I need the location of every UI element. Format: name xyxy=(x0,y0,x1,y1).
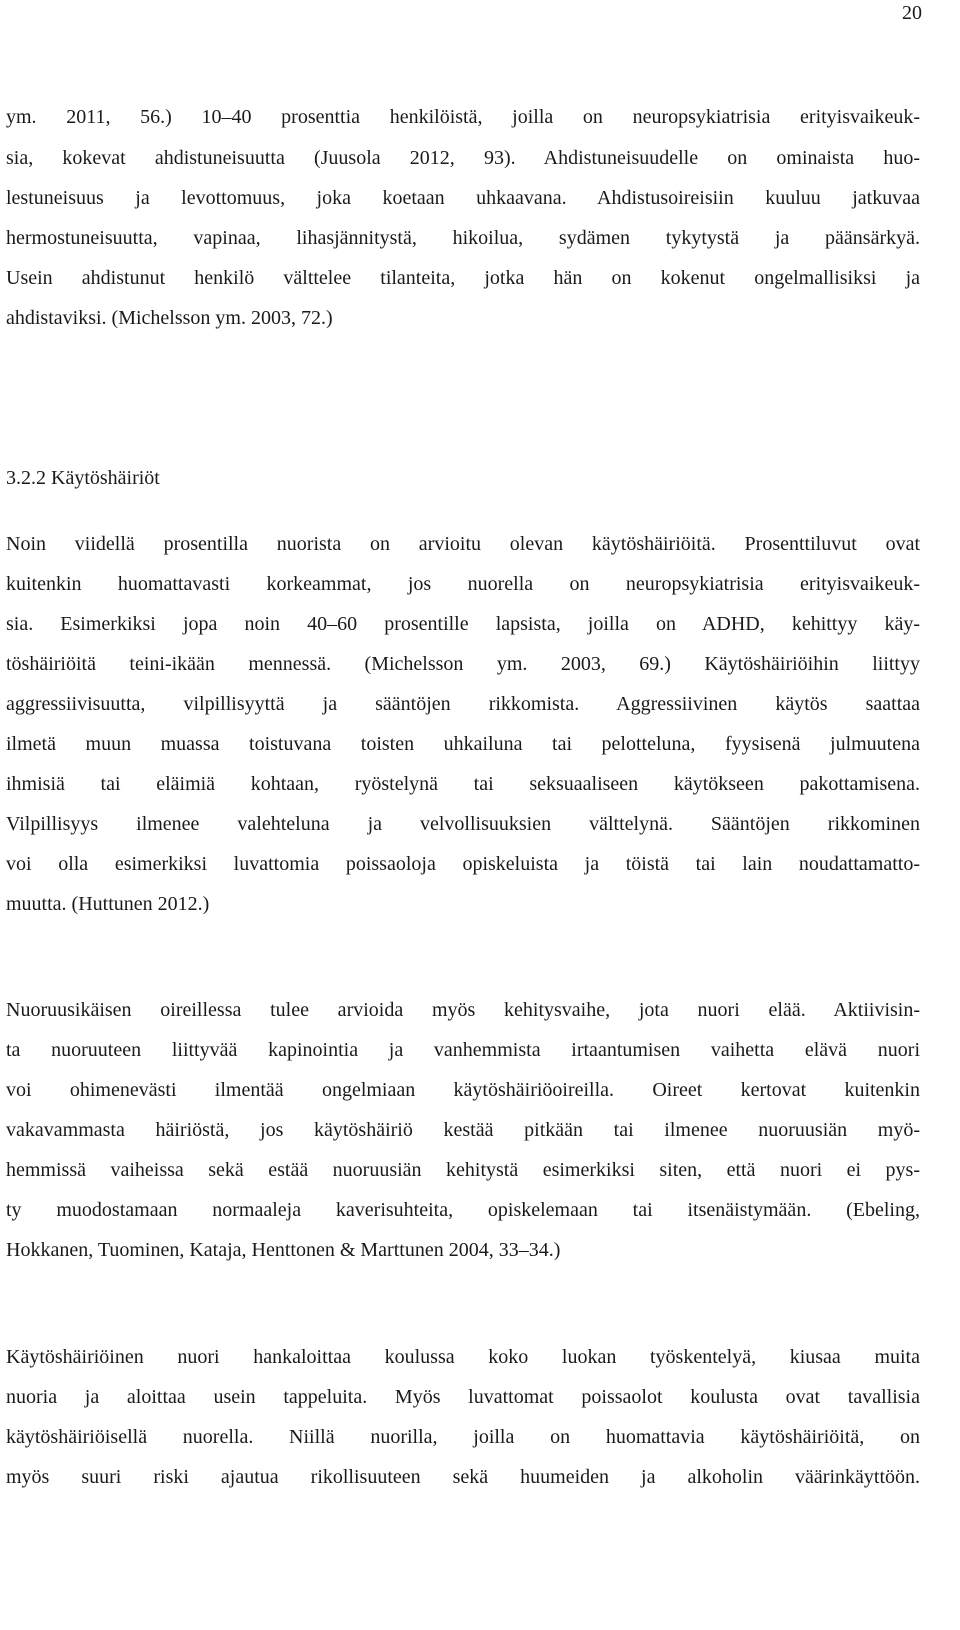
text-line: hermostuneisuutta, vapinaa, lihasjännitystä, hikoilua, sydämen tykytystä ja päänsärkyä. xyxy=(6,227,920,249)
text-line: töshäiriöitä teini-ikään mennessä. (Michelsson ym. 2003, 69.) Käytöshäiriöihin liittyy xyxy=(6,653,920,675)
section-heading: 3.2.2 Käytöshäiriöt xyxy=(6,467,160,489)
text-line: aggressiivisuutta, vilpillisyyttä ja sääntöjen rikkomista. Aggressiivinen käytös saattaa xyxy=(6,693,920,715)
text-line: nuoria ja aloittaa usein tappeluita. Myös luvattomat poissaolot koulusta ovat tavallisia xyxy=(6,1386,920,1408)
text-line: sia. Esimerkiksi jopa noin 40–60 prosentille lapsista, joilla on ADHD, kehittyy käy- xyxy=(6,613,920,635)
text-line: kuitenkin huomattavasti korkeammat, jos nuorella on neuropsykiatrisia erityisvaikeuk- xyxy=(6,573,920,595)
text-line: muutta. (Huttunen 2012.) xyxy=(6,893,210,915)
text-line: voi olla esimerkiksi luvattomia poissaoloja opiskeluista ja töistä tai lain noudattamatto- xyxy=(6,853,920,875)
text-line: ty muodostamaan normaaleja kaverisuhteita, opiskelemaan tai itsenäistymään. (Ebeling, xyxy=(6,1199,920,1221)
text-line: myös suuri riski ajautua rikollisuuteen sekä huumeiden ja alkoholin väärinkäyttöön. xyxy=(6,1466,920,1488)
text-line: käytöshäiriöisellä nuorella. Niillä nuorilla, joilla on huomattavia käytöshäiriöitä, on xyxy=(6,1426,920,1448)
text-line: Vilpillisyys ilmenee valehteluna ja velvollisuuksien välttelynä. Sääntöjen rikkominen xyxy=(6,813,920,835)
text-line: Usein ahdistunut henkilö välttelee tilanteita, jotka hän on kokenut ongelmallisiksi ja xyxy=(6,267,920,289)
text-line: ahdistaviksi. (Michelsson ym. 2003, 72.) xyxy=(6,307,333,329)
text-line: Käytöshäiriöinen nuori hankaloittaa koulussa koko luokan työskentelyä, kiusaa muita xyxy=(6,1346,920,1368)
text-line: hemmissä vaiheissa sekä estää nuoruusiän kehitystä esimerkiksi siten, että nuori ei pys- xyxy=(6,1159,920,1181)
text-line: ta nuoruuteen liittyvää kapinointia ja vanhemmista irtaantumisen vaihetta elävä nuori xyxy=(6,1039,920,1061)
text-line: vakavammasta häiriöstä, jos käytöshäiriö kestää pitkään tai ilmenee nuoruusiän myö- xyxy=(6,1119,920,1141)
text-line: Hokkanen, Tuominen, Kataja, Henttonen & Marttunen 2004, 33–34.) xyxy=(6,1239,561,1261)
text-line: voi ohimenevästi ilmentää ongelmiaan käytöshäiriöoireilla. Oireet kertovat kuitenkin xyxy=(6,1079,920,1101)
text-line: ilmetä muun muassa toistuvana toisten uhkailuna tai pelotteluna, fyysisenä julmuutena xyxy=(6,733,920,755)
page-number: 20 xyxy=(902,2,922,24)
text-line: sia, kokevat ahdistuneisuutta (Juusola 2012, 93). Ahdistuneisuudelle on ominaista huo- xyxy=(6,147,920,169)
text-line: ym. 2011, 56.) 10–40 prosenttia henkilöistä, joilla on neuropsykiatrisia erityisvaikeuk- xyxy=(6,106,920,128)
text-line: Noin viidellä prosentilla nuorista on arvioitu olevan käytöshäiriöitä. Prosenttiluvut ovat xyxy=(6,533,920,555)
text-line: Nuoruusikäisen oireillessa tulee arvioida myös kehitysvaihe, jota nuori elää. Aktiivisin- xyxy=(6,999,920,1021)
text-line: ihmisiä tai eläimiä kohtaan, ryöstelynä tai seksuaaliseen käytökseen pakottamisena. xyxy=(6,773,920,795)
text-line: lestuneisuus ja levottomuus, joka koetaan uhkaavana. Ahdistusoireisiin kuuluu jatkuvaa xyxy=(6,187,920,209)
